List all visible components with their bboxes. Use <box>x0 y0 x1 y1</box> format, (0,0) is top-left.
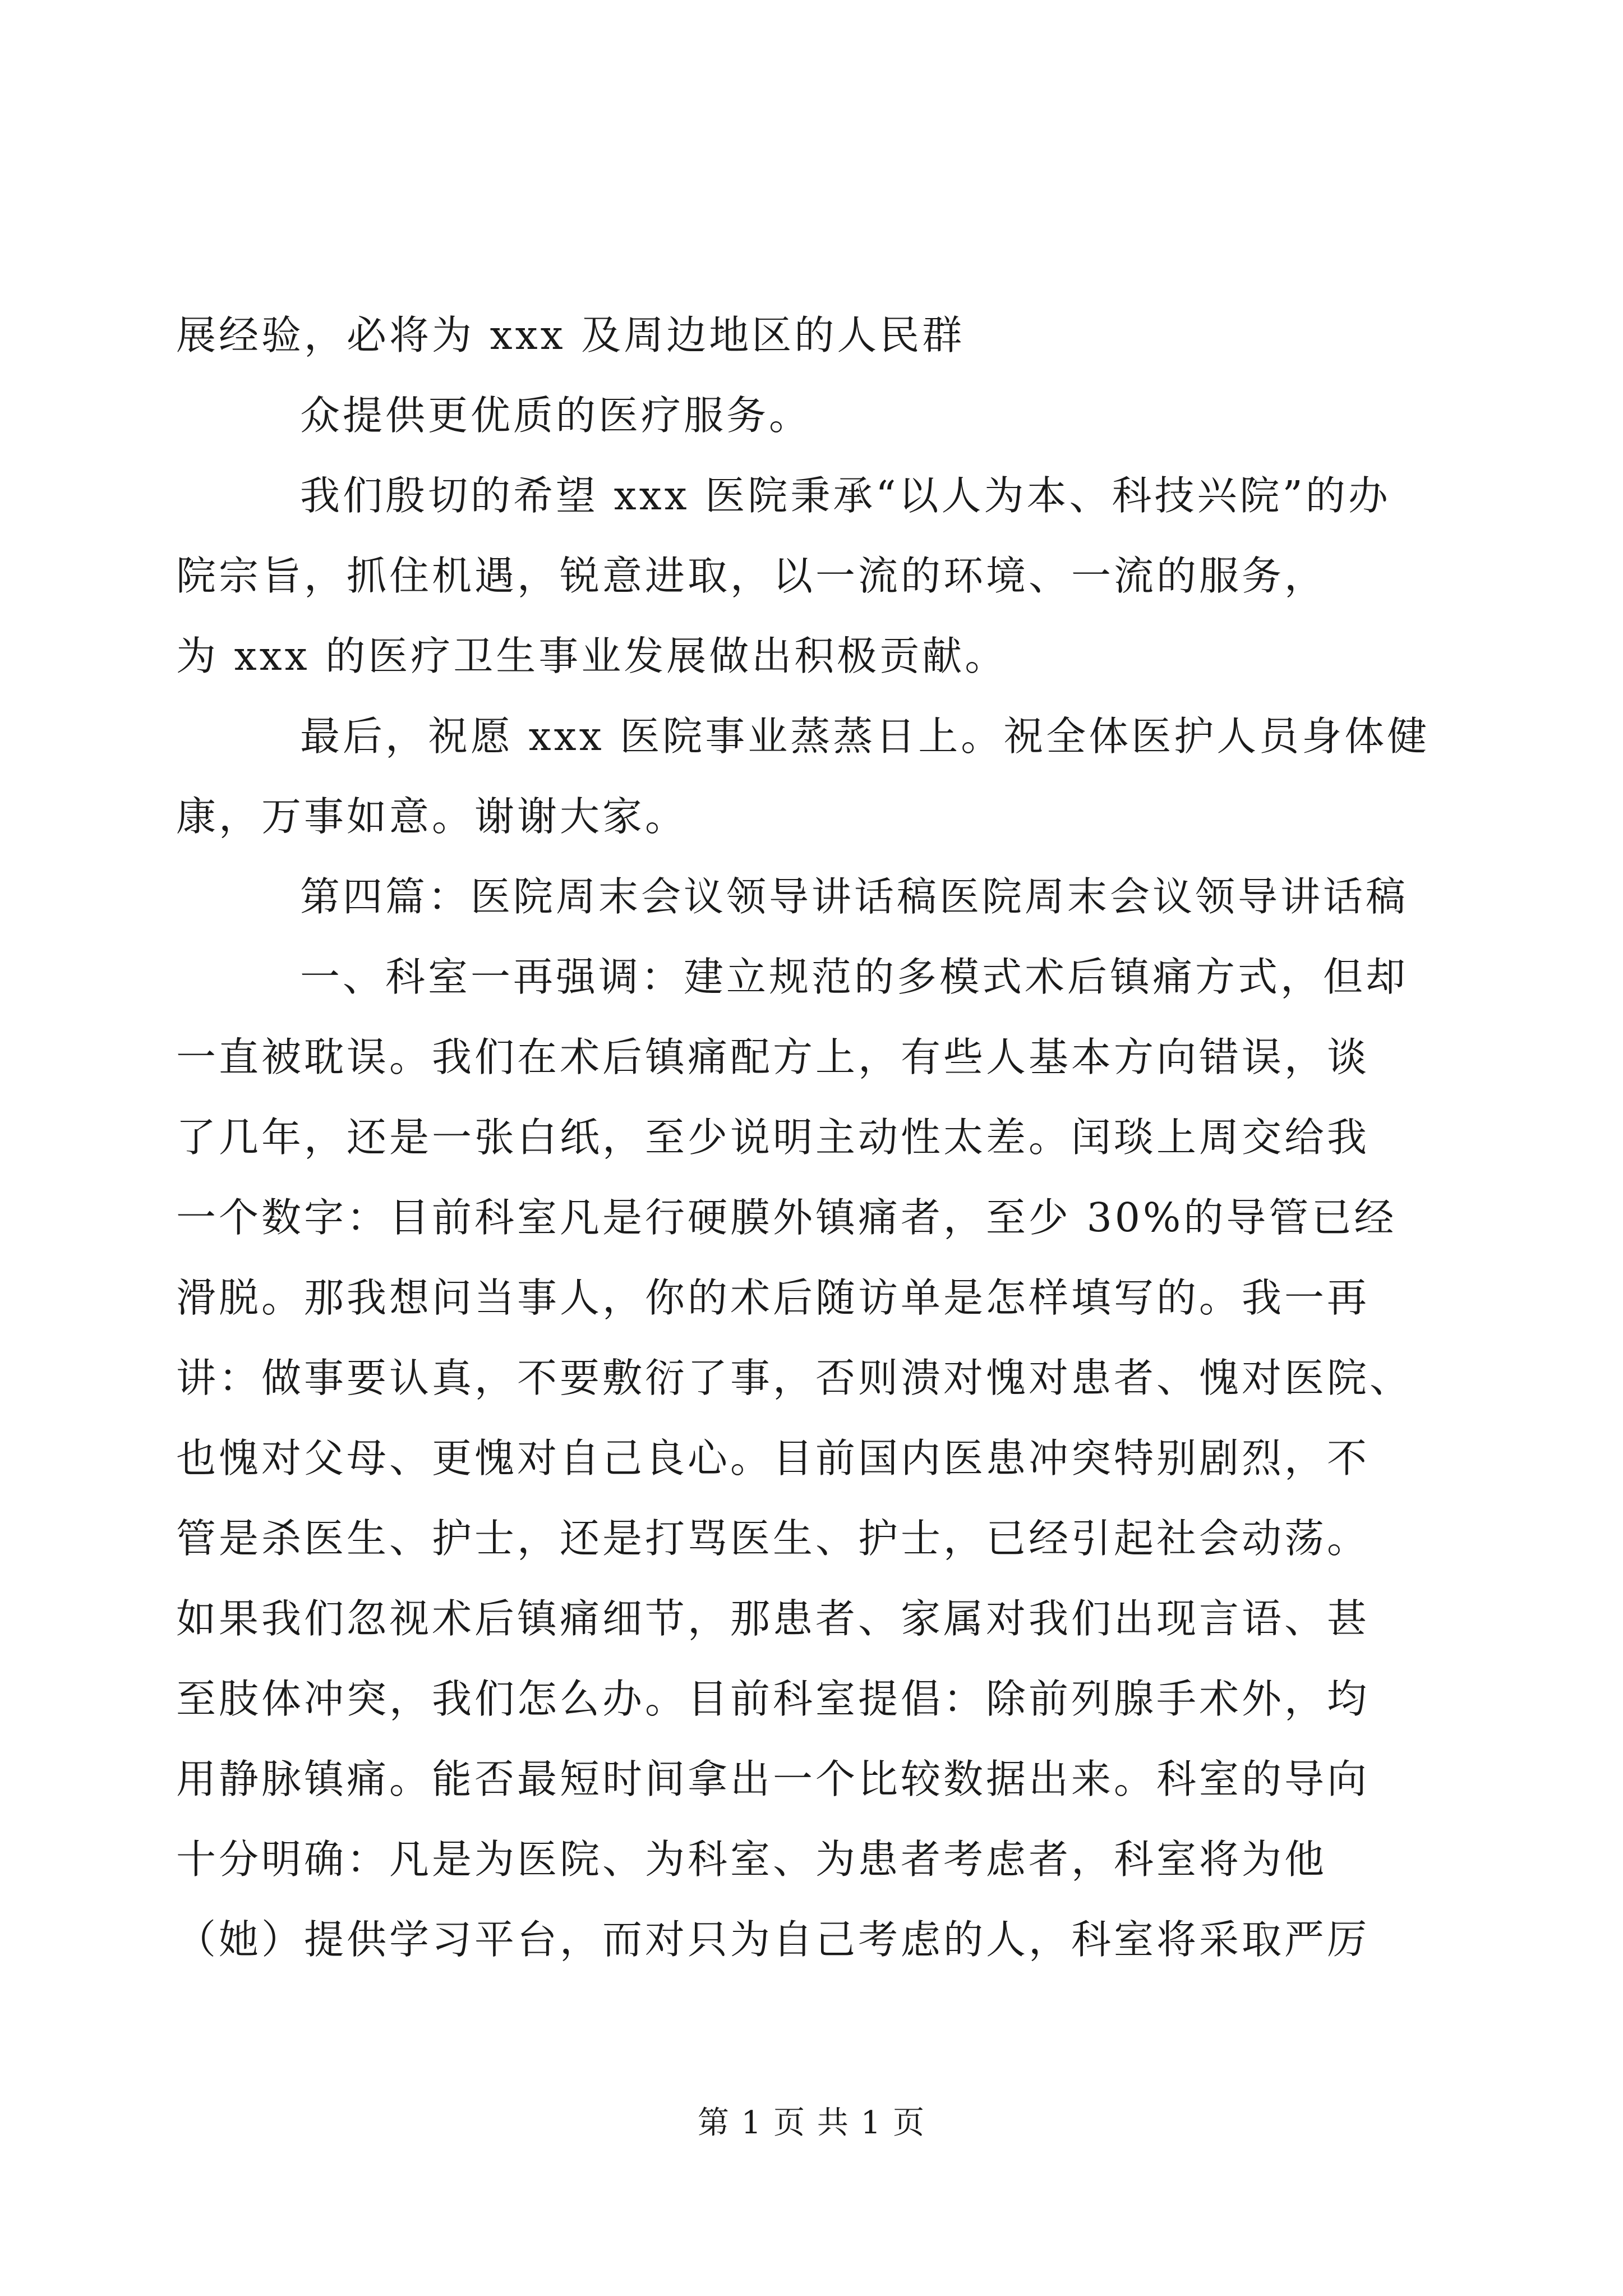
text-line-1: 展经验，必将为 xxx 及周边地区的人民群 <box>176 312 965 358</box>
text-line-14: 讲：做事要认真，不要敷衍了事，否则溃对愧对患者、愧对医院、 <box>176 1355 1413 1401</box>
section-heading: 第四篇：医院周末会议领导讲话稿医院周末会议领导讲话稿 <box>300 873 1409 920</box>
text-line-13: 滑脱。那我想问当事人，你的术后随访单是怎样填写的。我一再 <box>176 1274 1370 1321</box>
text-line-4: 院宗旨，抓住机遇，锐意进取，以一流的环境、一流的服务， <box>176 553 1327 599</box>
text-line-5: 为 xxx 的医疗卫生事业发展做出积极贡献。 <box>176 633 1008 679</box>
text-line-12: 一个数字：目前科室凡是行硬膜外镇痛者，至少 30%的导管已经 <box>176 1194 1397 1241</box>
text-line-6: 最后，祝愿 xxx 医院事业蒸蒸日上。祝全体医护人员身体健 <box>300 713 1430 760</box>
text-line-9: 一、科室一再强调：建立规范的多模式术后镇痛方式，但却 <box>300 954 1409 1000</box>
text-line-21: （她）提供学习平台，而对只为自己考虑的人，科室将采取严厉 <box>176 1916 1370 1963</box>
text-line-15: 也愧对父母、更愧对自己良心。目前国内医患冲突特别剧烈，不 <box>176 1435 1370 1481</box>
text-line-2: 众提供更优质的医疗服务。 <box>300 392 812 439</box>
text-line-20: 十分明确：凡是为医院、为科室、为患者考虑者，科室将为他 <box>176 1836 1327 1883</box>
text-line-3: 我们殷切的希望 xxx 医院秉承“以人为本、科技兴院”的办 <box>300 472 1391 519</box>
text-line-7: 康，万事如意。谢谢大家。 <box>176 793 688 840</box>
text-line-16: 管是杀医生、护士，还是打骂医生、护士，已经引起社会动荡。 <box>176 1515 1370 1562</box>
text-line-10: 一直被耽误。我们在术后镇痛配方上，有些人基本方向错误，谈 <box>176 1034 1370 1080</box>
text-line-17: 如果我们忽视术后镇痛细节，那患者、家属对我们出现言语、甚 <box>176 1595 1370 1642</box>
text-line-18: 至肢体冲突，我们怎么办。目前科室提倡：除前列腺手术外，均 <box>176 1676 1370 1722</box>
page-footer: 第 1 页 共 1 页 <box>697 2105 926 2141</box>
text-line-11: 了几年，还是一张白纸，至少说明主动性太差。闰琰上周交给我 <box>176 1114 1370 1161</box>
text-line-19: 用静脉镇痛。能否最短时间拿出一个比较数据出来。科室的导向 <box>176 1756 1370 1802</box>
